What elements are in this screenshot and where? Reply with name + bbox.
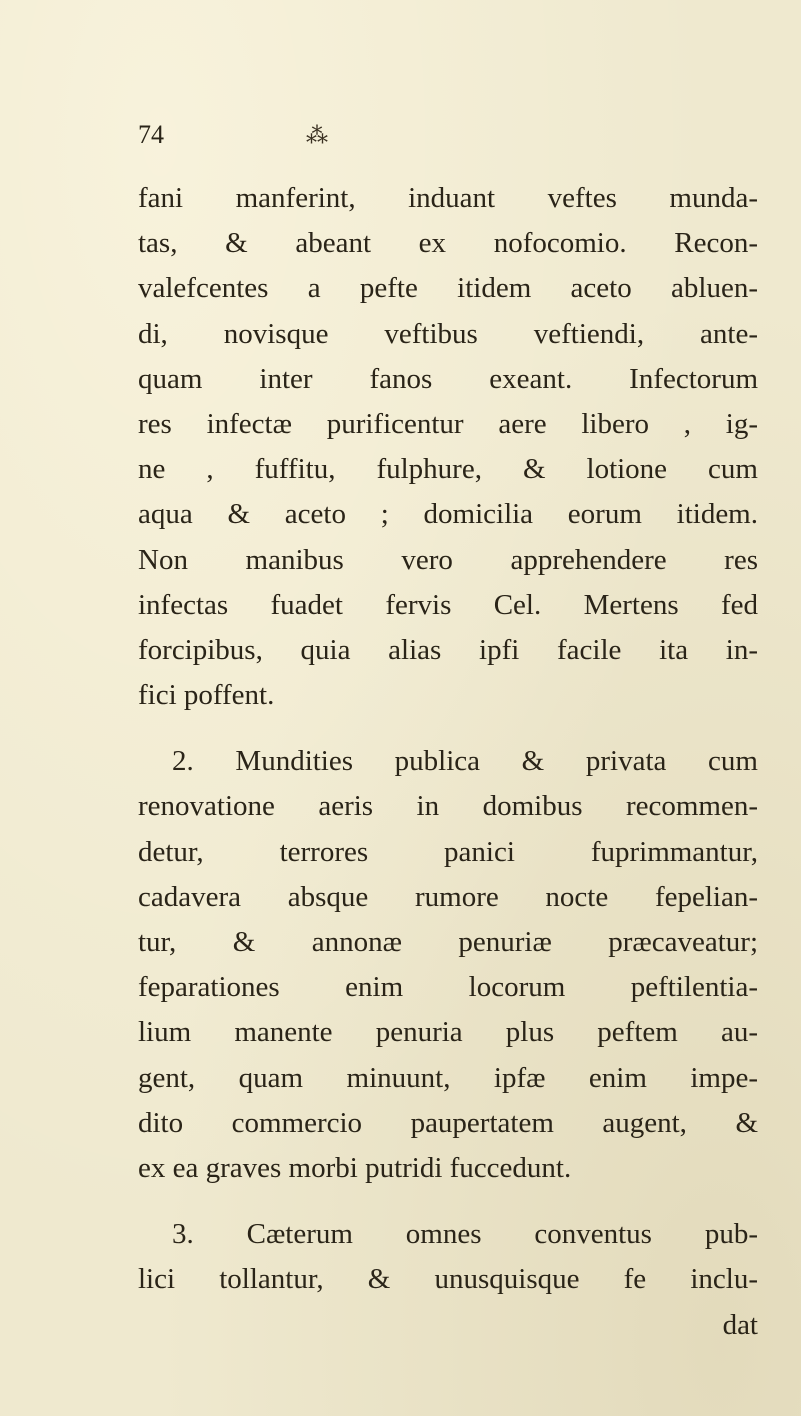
header-ornament: ⁂ <box>306 124 326 149</box>
text-line: renovatione aeris in domibus recommen- <box>138 790 758 823</box>
text-line: lium manente penuria plus peftem au- <box>138 1016 758 1049</box>
text-line: dito commercio paupertatem augent, & <box>138 1106 758 1139</box>
catchword: dat <box>722 1308 758 1341</box>
text-line: cadavera absque rumore nocte fepelian- <box>138 880 758 913</box>
paragraph-gap <box>138 718 758 739</box>
text-line: 3. Cæterum omnes conventus pub- <box>172 1218 758 1251</box>
text-line: valefcentes a pefte itidem aceto abluen- <box>138 272 758 305</box>
text-line: res infectæ purificentur aere libero , ig- <box>138 407 758 440</box>
text-line: di, novisque veftibus veftiendi, ante- <box>138 317 758 350</box>
text-line: 2. Mundities publica & privata cum <box>172 745 758 778</box>
text-line: detur, terrores panici fuprimmantur, <box>138 835 758 868</box>
paragraph-gap <box>138 1191 758 1212</box>
page-number: 74 <box>138 120 164 149</box>
text-line: feparationes enim locorum peftilentia- <box>138 971 758 1004</box>
text-line: fani manferint, induant veftes munda- <box>138 182 758 214</box>
text-line: forcipibus, quia alias ipfi facile ita in- <box>138 633 758 666</box>
text-line: tur, & annonæ penuriæ præcaveatur; <box>138 926 758 958</box>
body-text <box>138 176 758 1348</box>
text-line: ne , fuffitu, fulphure, & lotione cum <box>138 453 758 486</box>
text-line: gent, quam minuunt, ipfæ enim impe- <box>138 1061 758 1094</box>
text-line: Non manibus vero apprehendere res <box>138 543 758 576</box>
text-line: aqua & aceto ; domicilia eorum itidem. <box>138 498 758 531</box>
page-header <box>138 120 658 160</box>
text-line: ex ea graves morbi putridi fuccedunt. <box>138 1151 572 1184</box>
text-line: fici poffent. <box>138 679 275 712</box>
text-line: lici tollantur, & unusquisque fe inclu- <box>138 1263 758 1296</box>
text-line: infectas fuadet fervis Cel. Mertens fed <box>138 588 758 621</box>
text-line: tas, & abeant ex nofocomio. Recon- <box>138 227 758 260</box>
text-line: quam inter fanos exeant. Infectorum <box>138 362 758 395</box>
